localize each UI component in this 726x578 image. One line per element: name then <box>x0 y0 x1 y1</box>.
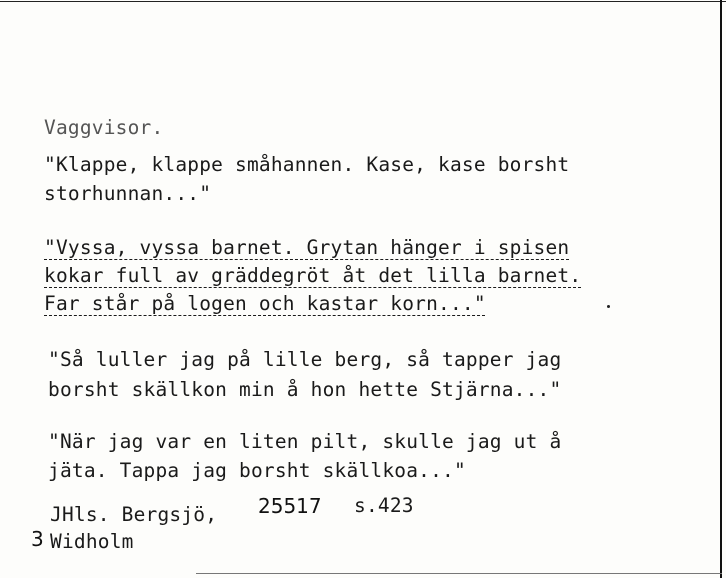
verse-1-line-2: storhunnan..." <box>44 182 212 205</box>
card-top-edge <box>0 1 726 2</box>
verse-4-line-2: jäta. Tappa jag borsht skällkoa..." <box>48 459 466 482</box>
card-bottom-edge <box>196 573 722 574</box>
card-heading: Vaggvisor. <box>44 116 164 139</box>
page-reference: s.423 <box>354 494 414 517</box>
verse-1-line-1: "Klappe, klappe småhannen. Kase, kase borsht <box>44 153 570 176</box>
card-number: 3 <box>31 527 44 551</box>
informant-name: Widholm <box>50 530 134 553</box>
verse-3-line-2: borsht skällkon min å hon hette Stjärna..." <box>48 378 562 401</box>
verse-2-line-2: kokar full av gräddegröt åt det lilla barnet. <box>44 264 582 287</box>
source-reference: JHls. Bergsjö, <box>50 503 218 526</box>
archive-number: 25517 <box>258 494 322 518</box>
card-right-edge <box>720 0 722 578</box>
verse-4-line-1: "När jag var en liten pilt, skulle jag ut å <box>48 430 562 453</box>
verse-2-line-1: "Vyssa, vyssa barnet. Grytan hänger i spisen <box>44 236 570 259</box>
stray-mark <box>607 305 610 308</box>
verse-2-line-3: Far står på logen och kastar korn..." <box>44 292 486 315</box>
verse-3-line-1: "Så luller jag på lille berg, så tapper jag <box>48 348 562 371</box>
